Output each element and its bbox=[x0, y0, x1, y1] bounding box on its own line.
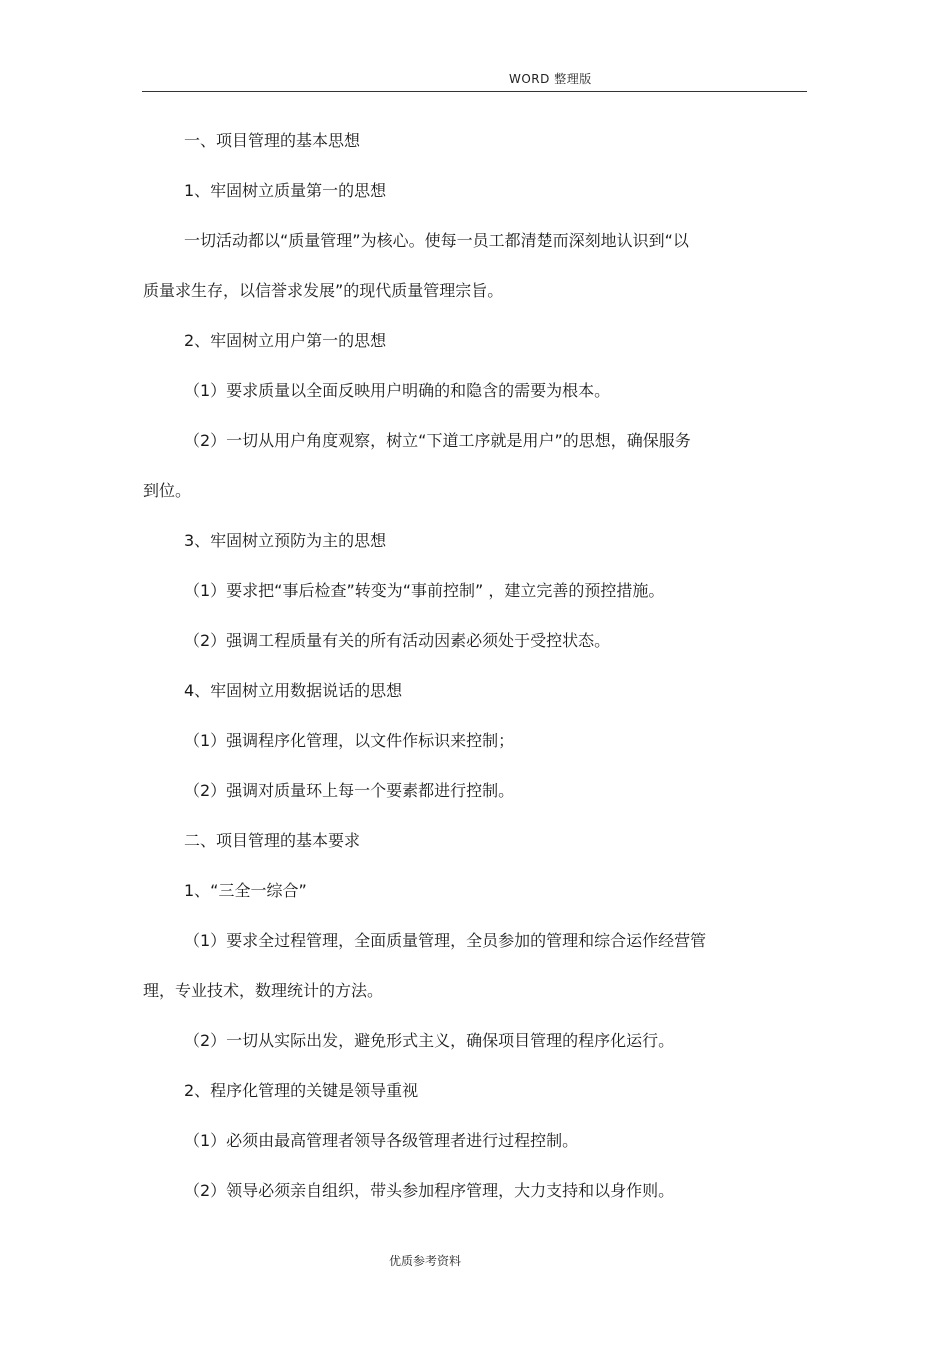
list-item: （1）必须由最高管理者领导各级管理者进行过程控制。 bbox=[184, 1131, 579, 1150]
page-footer-label: 优质参考资料 bbox=[389, 1254, 462, 1268]
subheading-1: 1、牢固树立质量第一的思想 bbox=[184, 181, 387, 200]
paragraph-line: 一切活动都以“质量管理”为核心。使每一员工都清楚而深刻地认识到“以 bbox=[184, 231, 689, 250]
page-header-label: WORD 整理版 bbox=[509, 72, 592, 86]
subheading-6: 2、程序化管理的关键是领导重视 bbox=[184, 1081, 419, 1100]
section-heading-1: 一、项目管理的基本思想 bbox=[184, 131, 361, 150]
paragraph-line: 理，专业技术，数理统计的方法。 bbox=[143, 981, 384, 1000]
subheading-4: 4、牢固树立用数据说话的思想 bbox=[184, 681, 403, 700]
subheading-3: 3、牢固树立预防为主的思想 bbox=[184, 531, 387, 550]
list-item: （1）强调程序化管理，以文件作标识来控制； bbox=[184, 731, 515, 750]
list-item: （1）要求把“事后检查”转变为“事前控制” ，建立完善的预控措施。 bbox=[184, 581, 665, 600]
list-item: （1）要求全过程管理，全面质量管理，全员参加的管理和综合运作经营管 bbox=[184, 931, 707, 950]
list-item: （2）一切从实际出发，避免形式主义，确保项目管理的程序化运行。 bbox=[184, 1031, 675, 1050]
paragraph-line: 质量求生存，以信誉求发展”的现代质量管理宗旨。 bbox=[143, 281, 504, 300]
list-item: （2）强调对质量环上每一个要素都进行控制。 bbox=[184, 781, 515, 800]
list-item: （2）领导必须亲自组织，带头参加程序管理，大力支持和以身作则。 bbox=[184, 1181, 675, 1200]
list-item: （2）强调工程质量有关的所有活动因素必须处于受控状态。 bbox=[184, 631, 611, 650]
list-item: （1）要求质量以全面反映用户明确的和隐含的需要为根本。 bbox=[184, 381, 611, 400]
header-divider bbox=[142, 91, 807, 92]
section-heading-2: 二、项目管理的基本要求 bbox=[184, 831, 361, 850]
list-item: （2）一切从用户角度观察，树立“下道工序就是用户”的思想，确保服务 bbox=[184, 431, 691, 450]
paragraph-line: 到位。 bbox=[143, 481, 192, 500]
subheading-5: 1、“三全一综合” bbox=[184, 881, 307, 900]
subheading-2: 2、牢固树立用户第一的思想 bbox=[184, 331, 387, 350]
